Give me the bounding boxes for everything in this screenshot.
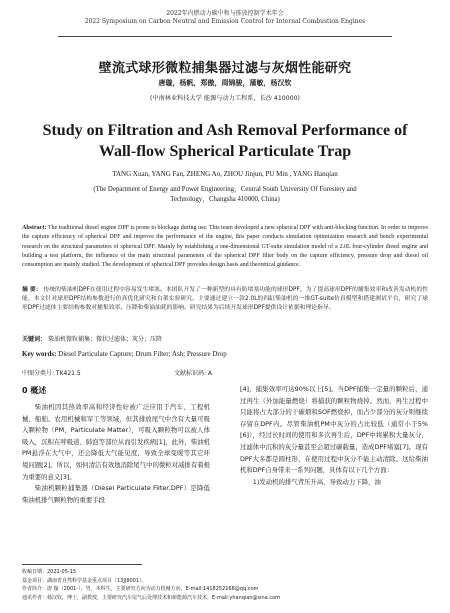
body-column-left xyxy=(22,384,210,506)
authors-en: TANG Xuan, YANG Fan, ZHENG Ao, ZHOU Jinjun, PU Min , YANG Hanqian xyxy=(112,170,338,178)
classification-line xyxy=(22,368,428,377)
header-line-cn: 2022年内燃动力碳中和与排放控制学术年会 xyxy=(166,10,284,17)
header-line-en: 2022 Symposium on Carbon Neutral and Emission Control for Internal Combustion Engines xyxy=(84,18,366,25)
keywords-cn-text: 柴油机微粒捕集；微状过滤体；灰分；压降 xyxy=(47,336,162,343)
section-heading: 0 概述 xyxy=(22,386,47,395)
clc-number: 中图分类号: TK421.5 xyxy=(22,370,81,377)
affiliation-en-line-1: (The Department of Energy and Power Engineering，Central South University Of Forestery and xyxy=(93,186,357,193)
abstract-en-text: The traditional diesel engine DPF is prone to blockage during use. This team developed a new spherical DPF with anti-blocking function. In order to improve the capture efficiency of spherical DPF and improve the performance of the engine, this paper conducts simulation optimization research and bench experimental research on the structural parameters of spherical DPF. Mainly by establishing a one-dimensional GT-suite simulation model of a 2.0L four-cylinder diesel engine and building a test platform, the influence of the main structural parameters of the spherical DPF filter body on the capture efficiency, pressure drop and diesel oil consumption are mainly studied. The development of spherical DPF provides design basis and theoretical guidance. xyxy=(22,225,428,269)
abstract-en-label: Abstract: xyxy=(22,225,47,231)
footnote-received: 收稿日期：2022-05-15 xyxy=(22,569,77,575)
body-paragraph: 柴油机颗粒捕集器（Diesel Particulate Filter,DPF）是降低柴油机排气颗粒物的重要手段 xyxy=(22,484,210,504)
keywords-cn-label: 关键词： xyxy=(22,336,47,343)
abstract-cn xyxy=(22,286,428,314)
keywords-en xyxy=(22,350,428,358)
footnote-corresponding: 通讯作者：杨汉钦，博士，副教授，主要研究汽车尾气后处理技术和新能源汽车技术，E-mail:yhanqian@sina.com xyxy=(22,594,281,601)
affiliation-cn: (中南林业科技大学 能源与动力工程系，长沙 410000) xyxy=(150,95,300,102)
keywords-cn xyxy=(22,334,428,343)
footnote-author: 作者简介：唐 璇（2001-），男，本科生，主要研究方向为动力机械方向，E-mail:1418252168@qq.com xyxy=(22,586,259,592)
affiliation-en xyxy=(40,185,410,205)
authors-cn: 唐璇，杨帆，郑傲，周锦骏，蒲敏，杨汉钦 xyxy=(158,79,292,87)
keywords-en-label: Key words: xyxy=(22,350,57,358)
title-en-line-2: Wall-flow Spherical Particulate Trap xyxy=(98,143,352,160)
running-header xyxy=(0,10,450,26)
abstract-cn-label: 摘 要： xyxy=(22,287,42,293)
header-rule xyxy=(58,36,392,37)
title-cn: 壁流式球形微粒捕集器过滤与灰烟性能研究 xyxy=(98,61,352,76)
abstract-cn-text: 传统的柴油机DPF在使用过程中容易发生堵塞。本团队开发了一种新型的具有防堵塞功能的球形DPF。为了提高球形DPF的捕集效率和改善发动机的性能，本文针对球形DPF结构参数进行仿真优化研究和台架实验研究。主要通过建立一款2.0L的四缸柴油机的一维GT-suite仿真模型和搭建测试平台，研究了球形DPF过滤体主要结构参数对捕集效率、压降和柴油油耗的影响。研究结果为后续开发球形DPF提供设计依据和理论指导。 xyxy=(22,287,428,312)
affiliation-en-line-2: Technology，Changsha 410000, China) xyxy=(170,196,280,203)
footnotes xyxy=(22,568,428,602)
body-paragraph: 柴油机因其热效率高和经济性好被广泛应用于汽车、工程机械、船舶、农用机械和军工等领域，但其排放尾气中含有大量可吸入颗粒物（PM，Particulate Matter），可吸入颗粒物可以被人体吸入，沉积在呼吸道、肺泡等部位从而引发疾病[1]，此外，柴油机PM悬浮在大气中，还会降低大气能见度，导致全球变暖等其它环境问题[2]。所以，如何清洁有效地消除尾气中的微粒对减排有着极为重要的意义[3]。 xyxy=(22,403,210,481)
title-en-line-1: Study on Filtration and Ash Removal Performance of xyxy=(42,122,408,139)
footnote-funding: 基金项目：湖南省自然科学基金重点项目（13JJ8001）。 xyxy=(22,577,147,584)
body-column-right xyxy=(240,384,428,488)
document-code: 文献标识码: A xyxy=(174,370,213,377)
title-en xyxy=(0,120,450,162)
body-paragraph: [4]，捕集效率可达90%以上[5]。当DPF捕集一定量的颗粒后，通过再生（外加能量燃烧）将捕获的颗粒物烧掉。然而，再生过程中只能将占大部分的干碳烟和SOF燃烧掉，而占少部分的灰分则继续存留在DPF内。尽管柴油机PM中灰分的占比较低（通常小于5%[6]），经过长时间的使用和多次再生后，DPF中将累积大量灰分，过滤体中沉积的灰分量甚至会超过碳载量，造成DPF堵塞[7]。现有DPF大多都是圆柱形，在使用过程中灰分不能主动清除。这给柴油机和DPF自身带来一系列问题，具体有以下几个方面： xyxy=(240,385,428,475)
footnote-rule xyxy=(22,564,142,565)
keywords-en-text: Diesel Particulate Capture; Drum Filter; Ash; Pressure Drop xyxy=(58,350,227,358)
body-paragraph: 1)发动机的排气背压升高，导致动力下降，油 xyxy=(252,477,381,486)
abstract-en xyxy=(22,224,428,270)
